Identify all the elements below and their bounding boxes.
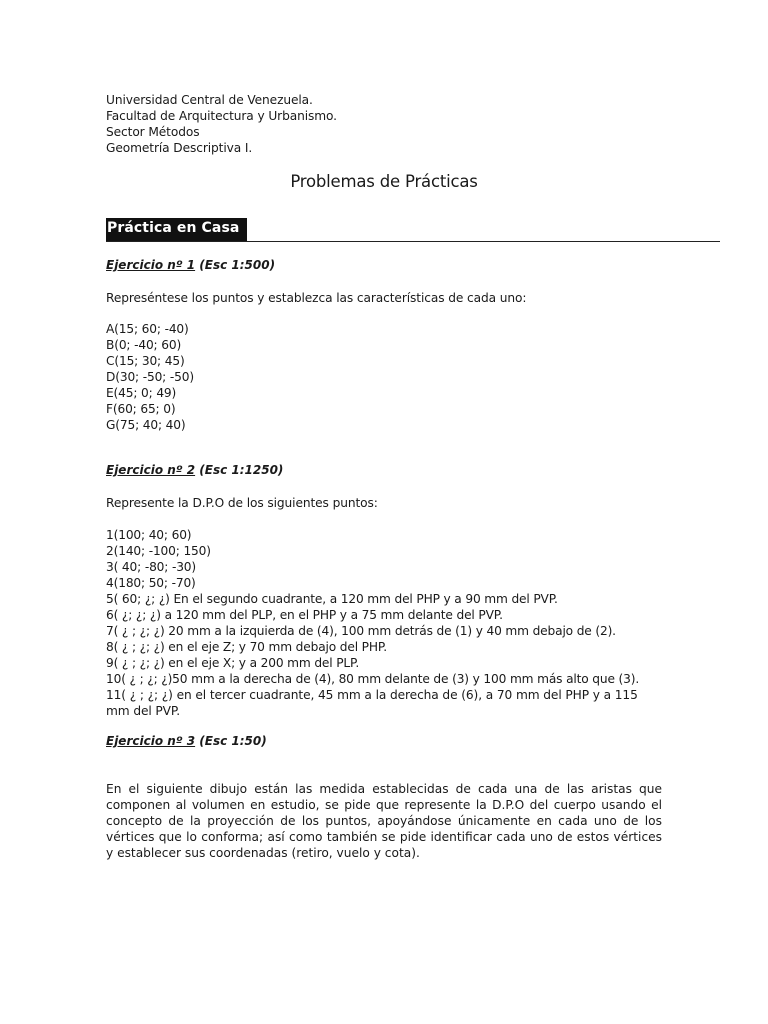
point-item: D(30; -50; -50) (106, 370, 194, 384)
header-sector: Sector Métodos (106, 125, 200, 139)
exercise-3-scale: (Esc 1:50) (195, 734, 267, 748)
point-item: 6( ¿; ¿; ¿) a 120 mm del PLP, en el PHP y a 75 mm delante del PVP. (106, 608, 503, 622)
point-item: E(45; 0; 49) (106, 386, 177, 400)
header-faculty: Facultad de Arquitectura y Urbanismo. (106, 109, 337, 123)
header-university: Universidad Central de Venezuela. (106, 93, 313, 107)
exercise-1-label: Ejercicio nº 1 (106, 258, 196, 272)
exercise-2-heading (106, 463, 283, 477)
exercise-1-scale: (Esc 1:500) (195, 258, 276, 272)
institution-header (106, 92, 337, 156)
point-item: 11( ¿ ; ¿; ¿) en el tercer cuadrante, 45 mm a la derecha de (6), a 70 mm del PHP y a 115 mm del PVP. (106, 688, 638, 718)
point-item: 5( 60; ¿; ¿) En el segundo cuadrante, a 120 mm del PHP y a 90 mm del PVP. (106, 592, 558, 606)
exercise-1-points (106, 321, 194, 433)
point-item: C(15; 30; 45) (106, 354, 185, 368)
point-item: 7( ¿ ; ¿; ¿) 20 mm a la izquierda de (4), 100 mm detrás de (1) y 40 mm debajo de (2). (106, 624, 616, 638)
exercise-2-scale: (Esc 1:1250) (195, 463, 284, 477)
exercise-2-points (106, 527, 639, 687)
point-item: 1(100; 40; 60) (106, 528, 192, 542)
point-item: 2(140; -100; 150) (106, 544, 211, 558)
point-item: 4(180; 50; -70) (106, 576, 196, 590)
point-item: 9( ¿ ; ¿; ¿) en el eje X; y a 200 mm del PLP. (106, 656, 360, 670)
exercise-2-label: Ejercicio nº 2 (106, 463, 196, 477)
exercise-3-heading (106, 734, 267, 748)
point-item: 3( 40; -80; -30) (106, 560, 197, 574)
point-item: A(15; 60; -40) (106, 322, 189, 336)
page-title: Problemas de Prácticas (290, 172, 478, 191)
point-item: 10( ¿ ; ¿; ¿)50 mm a la derecha de (4), 80 mm delante de (3) y 100 mm más alto que (3). (106, 672, 640, 686)
exercise-3-paragraph: En el siguiente dibujo están las medida establecidas de cada una de las aristas que componen al volumen en estudio, se pide que represente la D.P.O del cuerpo usando el concepto de la proyección de los puntos, apoyándose únicamente en cada uno de los vértices que lo conforma; así como también se pide identificar cada uno de estos vértices y establecer sus coordenadas (retiro, vuelo y cota). (106, 782, 662, 860)
point-item: G(75; 40; 40) (106, 418, 186, 432)
point-item: 8( ¿ ; ¿; ¿) en el eje Z; y 70 mm debajo del PHP. (106, 640, 387, 654)
point-item: B(0; -40; 60) (106, 338, 182, 352)
exercise-3-label: Ejercicio nº 3 (106, 734, 196, 748)
exercise-1-heading (106, 258, 275, 272)
section-label: Práctica en Casa (106, 218, 247, 241)
section-header (106, 218, 720, 242)
point-item: F(60; 65; 0) (106, 402, 176, 416)
exercise-2-instruction: Represente la D.P.O de los siguientes puntos: (106, 496, 378, 510)
header-course: Geometría Descriptiva I. (106, 141, 253, 155)
exercise-1-instruction: Represéntese los puntos y establezca las características de cada uno: (106, 291, 527, 305)
